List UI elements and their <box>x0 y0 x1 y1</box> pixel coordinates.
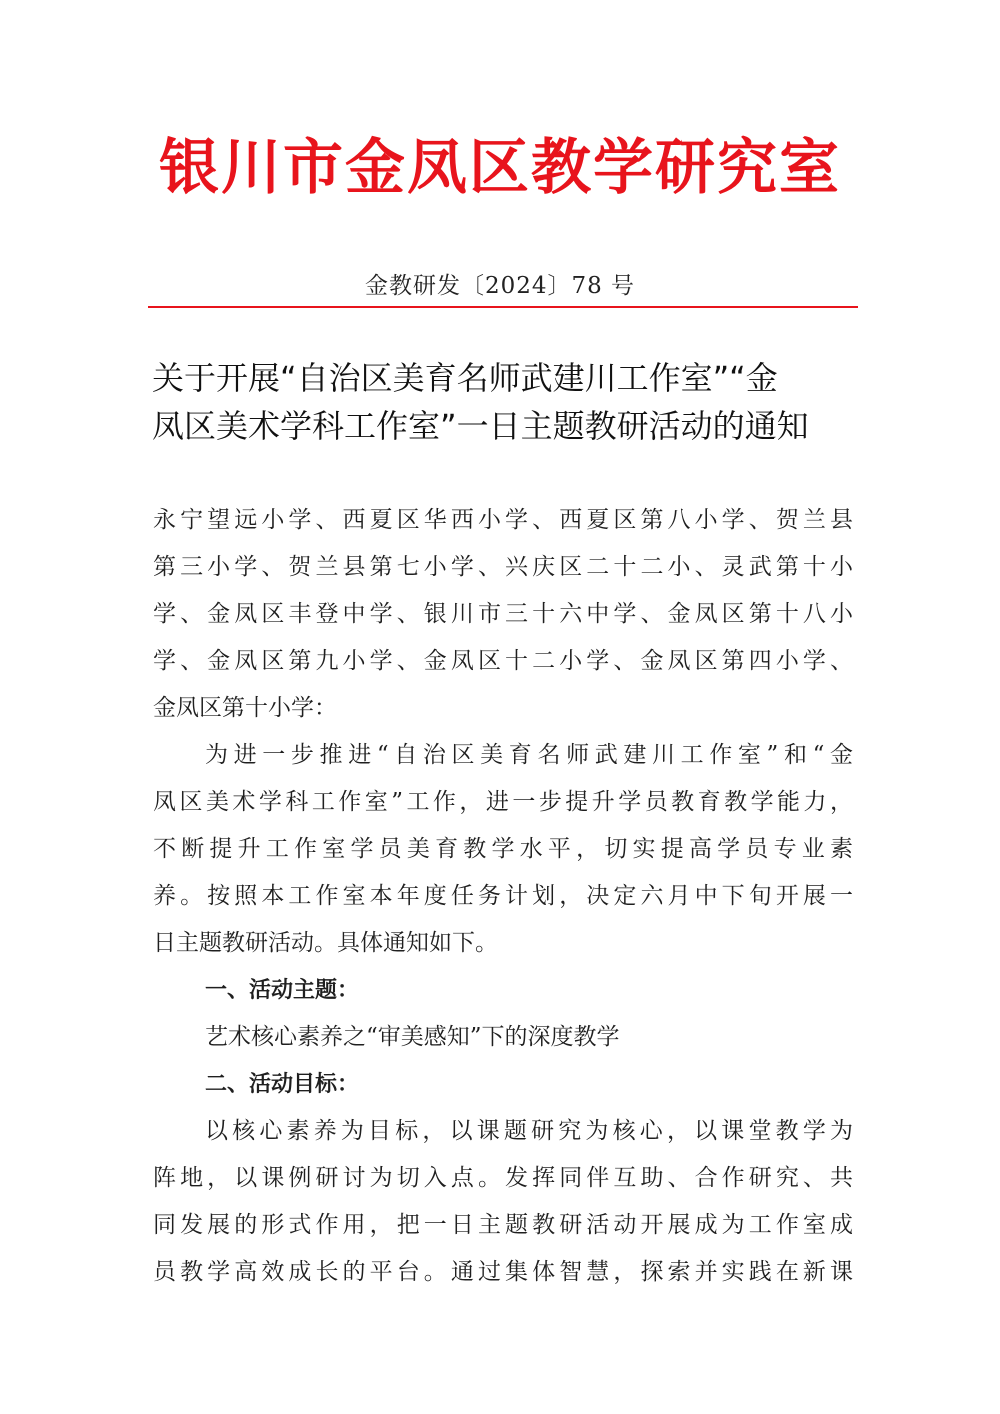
intro-line: 不断提升工作室学员美育教学水平，切实提高学员专业素 <box>153 836 853 862</box>
section-text-line: 以核心素养为目标，以课题研究为核心，以课堂教学为 <box>205 1118 853 1144</box>
title-line: 关于开展“自治区美育名师武建川工作室”“金 <box>152 359 778 397</box>
section-heading: 一、活动主题： <box>205 978 360 1003</box>
section-heading: 二、活动目标： <box>205 1072 360 1097</box>
red-divider-line <box>148 306 858 308</box>
title-line: 凤区美术学科工作室”一日主题教研活动的通知 <box>152 407 809 445</box>
intro-line: 日主题教研活动。具体通知如下。 <box>153 930 498 956</box>
recipients-line: 第三小学、贺兰县第七小学、兴庆区二十二小、灵武第十小 <box>153 554 853 580</box>
recipients-line: 金凤区第十小学： <box>153 695 337 721</box>
section-text-line: 阵地，以课例研讨为切入点。发挥同伴互助、合作研究、共 <box>153 1165 853 1191</box>
issuer-masthead: 银川市金凤区教学研究室 <box>159 133 841 203</box>
recipients-line: 永宁望远小学、西夏区华西小学、西夏区第八小学、贺兰县 <box>153 507 853 533</box>
section-text-line: 同发展的形式作用，把一日主题教研活动开展成为工作室成 <box>153 1212 853 1238</box>
intro-line: 凤区美术学科工作室”工作，进一步提升学员教育教学能力， <box>153 789 853 815</box>
notice-body <box>153 497 853 1296</box>
intro-line: 养。按照本工作室本年度任务计划，决定六月中下旬开展一 <box>153 883 853 909</box>
recipients-line: 学、金凤区丰登中学、银川市三十六中学、金凤区第十八小 <box>153 601 853 627</box>
section-text: 艺术核心素养之“审美感知”下的深度教学 <box>205 1024 620 1050</box>
recipients-line: 学、金凤区第九小学、金凤区十二小学、金凤区第四小学、 <box>153 648 853 674</box>
intro-line: 为进一步推进“自治区美育名师武建川工作室”和“金 <box>205 742 853 768</box>
section-text-line: 员教学高效成长的平台。通过集体智慧，探索并实践在新课 <box>153 1259 853 1285</box>
notice-title <box>152 354 852 450</box>
document-number: 金教研发〔2024〕78 号 <box>364 273 636 299</box>
